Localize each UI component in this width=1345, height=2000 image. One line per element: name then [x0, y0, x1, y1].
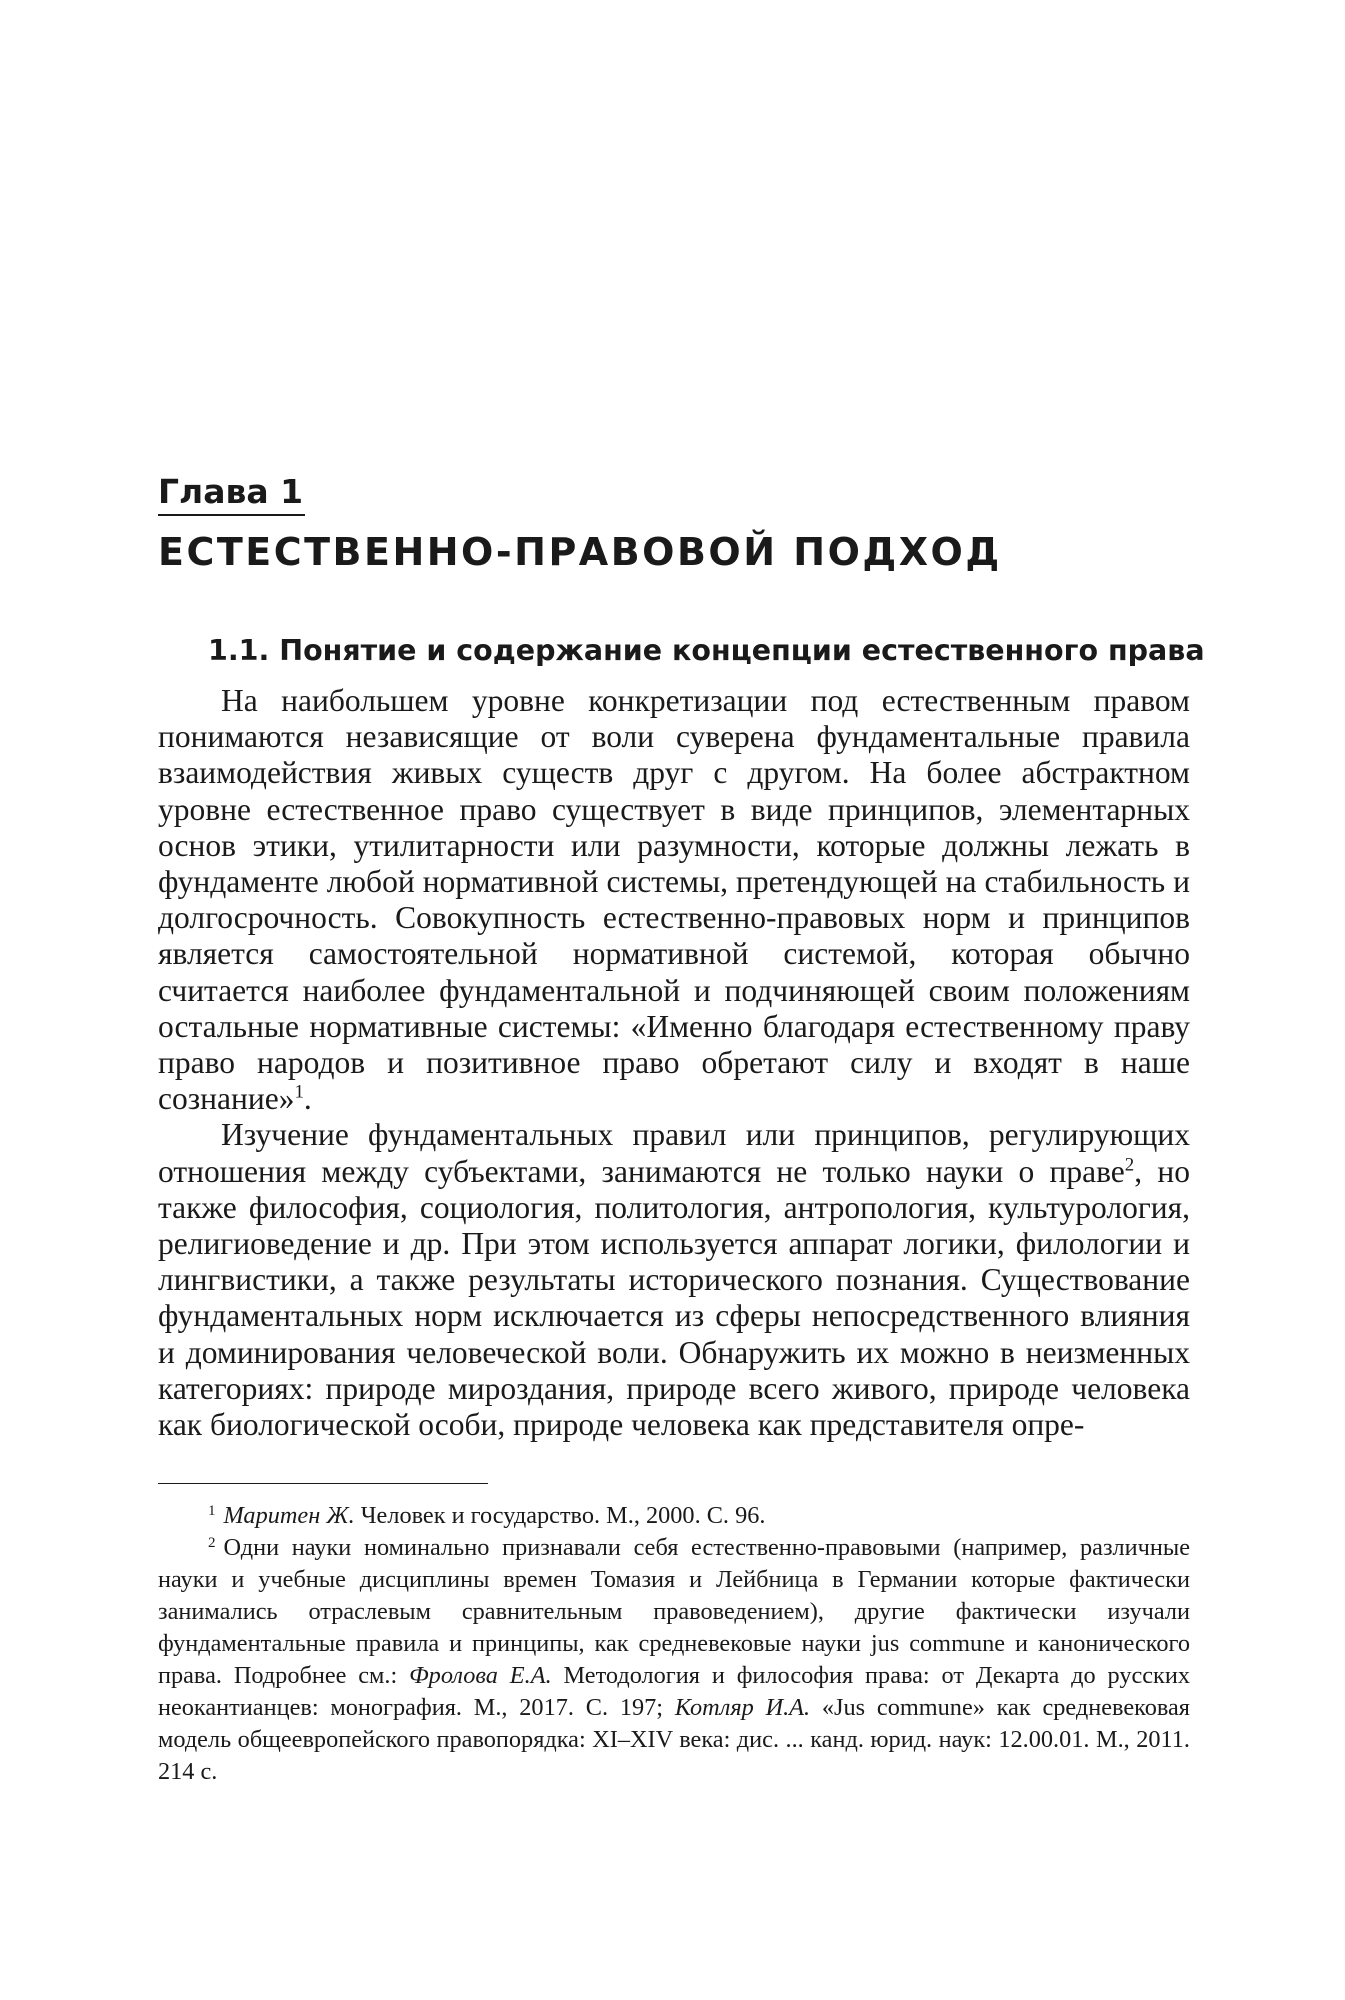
footnote	[158, 1532, 1190, 1788]
footnote-text: Человек и государство. М., 2000. С. 96.	[354, 1502, 766, 1530]
paragraph-tail: .	[303, 1081, 312, 1117]
paragraph	[158, 683, 1190, 1117]
footnote-author: Котляр И.А.	[674, 1694, 811, 1722]
book-page	[158, 470, 1205, 1788]
footnote-text: Методология и философия права: от Декарта до русских неокантианцев: монография. М., 2017. С. 197;	[158, 1662, 1190, 1722]
chapter-title: ЕСТЕСТВЕННО-ПРАВОВОЙ ПОДХОД	[158, 530, 1002, 574]
footnotes	[158, 1500, 1190, 1788]
footnote-text: Одни науки номинально признавали себя естественно-правовыми (например, различные науки и учебные дисциплины времен Томазия и Лейбница в Германии которые фактически занимались отраслевым сравнительным правоведением), другие фактически изучали фундаментальные правила и принципы, как средневековые науки jus commune и канонического права. Подробнее см.:	[158, 1534, 1190, 1690]
footnote-divider	[158, 1483, 488, 1484]
footnote-text: «Jus commune» как средневековая модель общеевропейского правопорядка: XI–XIV века: дис. ... канд. юрид. наук: 12.00.01. М., 2011. 214 с.	[158, 1694, 1190, 1786]
footnote-number: 1	[208, 1502, 216, 1519]
footnote-number: 2	[208, 1534, 216, 1551]
footnote	[158, 1500, 1190, 1532]
section-title: 1.1. Понятие и содержание концепции естественного права	[208, 634, 1205, 667]
footnote-author: Маритен Ж.	[223, 1502, 355, 1530]
footnote-ref[interactable]: 2	[1124, 1154, 1135, 1176]
paragraph	[158, 1117, 1190, 1443]
footnote-author: Фролова Е.А.	[409, 1662, 552, 1690]
chapter-label: Глава 1	[158, 470, 305, 516]
paragraph-text: Изучение фундаментальных правил или принципов, регулирующих отношения между субъектами, занимаются не только науки о праве	[158, 1117, 1190, 1189]
footnote-ref[interactable]: 1	[294, 1081, 304, 1103]
paragraph-text: , но также философия, социология, политология, антропология, культурология, религиоведение и др. При этом используется аппарат логики, филологии и лингвистики, а также результаты исторического познания. Существование фундаментальных норм исключается из сферы непосредственного влияния и доминирования человеческой воли. Обнаружить их можно в неизменных категориях: природе мироздания, природе всего живого, природе человека как биологической особи, природе человека как представителя опре-	[158, 1153, 1190, 1443]
paragraph-text: На наибольшем уровне конкретизации под естественным правом понимаются независящие от воли суверена фундаментальные правила взаимодействия живых существ друг с другом. На более абстрактном уровне естественное право существует в виде принципов, элементарных основ этики, утилитарности или разумности, которые должны лежать в фундаменте любой нормативной системы, претендующей на стабильность и долгосрочность. Совокупность естественно-правовых норм и принципов является самостоятельной нормативной системой, которая обычно считается наиболее фундаментальной и подчиняющей своим положениям остальные нормативные системы: «Именно благодаря естественному праву право народов и позитивное право обретают силу и входят в наше сознание»	[158, 683, 1190, 1117]
body-text	[158, 683, 1190, 1443]
